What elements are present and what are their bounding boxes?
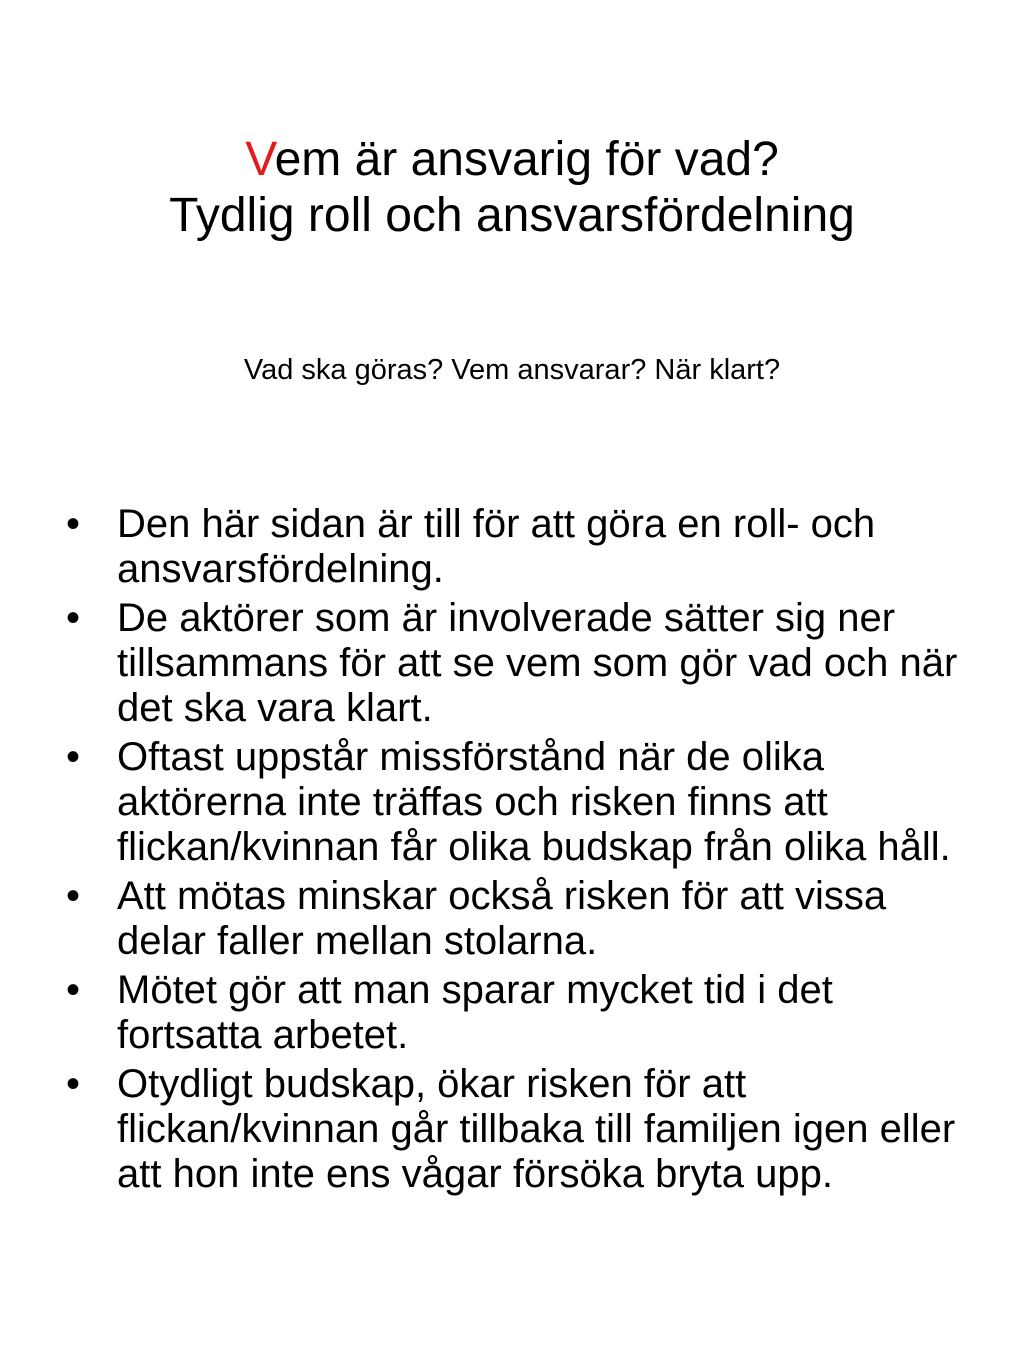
bullet-icon: • [65, 968, 80, 1012]
list-item [58, 968, 958, 1058]
bullet-text: Mötet gör att man sparar mycket tid i det fortsatta arbetet. [117, 968, 833, 1057]
bullet-icon: • [65, 735, 80, 779]
bullet-text: Att mötas minskar också risken för att vissa delar faller mellan stolarna. [117, 874, 887, 963]
bullet-icon: • [65, 502, 80, 546]
bullet-icon: • [65, 874, 80, 918]
title-line-1 [0, 132, 1024, 188]
bullet-icon: • [65, 596, 80, 640]
subtitle: Vad ska göras? Vem ansvarar? När klart? [243, 354, 781, 386]
title-line-2: Tydlig roll och ansvarsfördelning [169, 189, 855, 242]
list-item [58, 502, 958, 592]
bullet-text: Otydligt budskap, ökar risken för att flickan/kvinnan går tillbaka till familjen igen eller att hon inte ens vågar försöka bryta upp. [117, 1062, 956, 1196]
page-title [0, 132, 1024, 244]
list-item [58, 596, 958, 731]
bullet-icon: • [65, 1062, 80, 1106]
bullet-text: Den här sidan är till för att göra en roll- och ansvarsfördelning. [117, 502, 876, 591]
bullet-text: Oftast uppstår missförstånd när de olika aktörerna inte träffas och risken finns att flickan/kvinnan får olika budskap från olika håll. [117, 735, 951, 869]
bullet-list [58, 502, 958, 1201]
list-item [58, 874, 958, 964]
bullet-text: De aktörer som är involverade sätter sig ner tillsammans för att se vem som gör vad och när det ska vara klart. [117, 596, 958, 730]
title-accent-letter: V [245, 133, 275, 186]
list-item [58, 1062, 958, 1197]
title-line-1-text: em är ansvarig för vad? [274, 133, 779, 186]
list-item [58, 735, 958, 870]
